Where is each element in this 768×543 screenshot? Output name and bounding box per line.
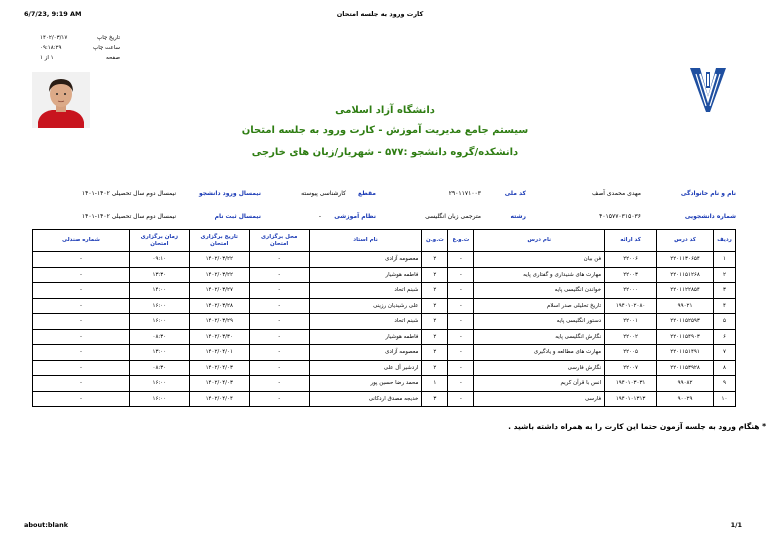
cell-instructor: معصومه آزادی [309, 252, 422, 268]
cell-offering-code: ۲۲۰۰۲ [605, 329, 657, 345]
cell-instructor: فاطمه هوشیار [309, 329, 422, 345]
cell-exam-location: - [249, 252, 309, 268]
print-date-label: تاریخ چاپ [97, 35, 120, 41]
edu-system-value: - [318, 213, 321, 220]
cell-row-number: ۳ [714, 283, 736, 299]
print-date-row [40, 33, 120, 43]
cell-seat-number: - [33, 329, 130, 345]
cell-seat-number: - [33, 298, 130, 314]
cell-course-code: ۹۰۰۲۹ [657, 391, 714, 407]
cell-seat-number: - [33, 345, 130, 361]
cell-offering-code: ۱۹۴۰۱۰۳۰۳۱ [605, 376, 657, 392]
cell-theory-units: ۲ [422, 283, 448, 299]
cell-instructor: شبنم اتحاد [309, 283, 422, 299]
cell-exam-date: ۱۴۰۲/۰۳/۲۲ [189, 267, 249, 283]
faculty-title: دانشکده/گروه دانشجو :۵۷۷ - شهریار/زبان های خارجی [251, 147, 519, 158]
cell-exam-date: ۱۴۰۲/۰۴/۰۱ [189, 345, 249, 361]
cell-exam-date: ۱۴۰۲/۰۴/۰۳ [189, 360, 249, 376]
cell-theory-units: ۲ [422, 267, 448, 283]
reg-semester-label: نیمسال ثبت نام [214, 213, 261, 220]
system-title: سیستم جامع مدیریت آموزش - کارت ورود به جلسه امتحان [241, 125, 529, 136]
cell-exam-date: ۱۴۰۲/۰۳/۳۰ [189, 329, 249, 345]
cell-course-name: انس با قرآن کریم [474, 376, 605, 392]
cell-seat-number: - [33, 267, 130, 283]
cell-course-code: ۲۲۰۱۱۳۰۶۵۴ [657, 252, 714, 268]
col-seat-number: شماره صندلی [33, 230, 130, 252]
col-practical-units: ت.و.ع [448, 230, 474, 252]
cell-seat-number: - [33, 252, 130, 268]
student-info [36, 188, 736, 234]
entry-semester-value: نیمسال دوم سال تحصیلی ۱۴۰۲-۱۴۰۱ [81, 190, 176, 197]
cell-exam-location: - [249, 267, 309, 283]
col-exam-time: زمان برگزاری امتحان [129, 230, 189, 252]
cell-exam-time: ۱۴:۰۰ [129, 283, 189, 299]
major-value: مترجمی زبان انگلیسی [425, 213, 481, 220]
cell-exam-time: ۱۶:۰۰ [129, 376, 189, 392]
cell-exam-location: - [249, 298, 309, 314]
entry-note: * هنگام ورود به جلسه آزمون حتما این کارت را به همراه داشته باشید . [508, 422, 766, 431]
page-headings [150, 102, 620, 164]
cell-seat-number: - [33, 391, 130, 407]
cell-row-number: ۸ [714, 360, 736, 376]
cell-exam-time: ۱۳:۰۰ [129, 345, 189, 361]
cell-exam-date: ۱۴۰۲/۰۳/۲۹ [189, 314, 249, 330]
table-row [33, 314, 736, 330]
cell-practical-units: - [448, 329, 474, 345]
cell-theory-units: ۳ [422, 391, 448, 407]
cell-instructor: شبنم اتحاد [309, 314, 422, 330]
cell-course-code: ۲۲۰۱۱۵۴۹۰۳ [657, 329, 714, 345]
cell-practical-units: - [448, 283, 474, 299]
footer-page-number: 1/1 [730, 521, 742, 529]
cell-course-code: ۲۲۰۱۱۵۱۴۹۱ [657, 345, 714, 361]
cell-exam-time: ۰۸:۳۰ [129, 360, 189, 376]
cell-row-number: ۷ [714, 345, 736, 361]
print-time-label: ساعت چاپ [93, 45, 120, 51]
col-theory-units: ت.و.ن [422, 230, 448, 252]
cell-row-number: ۹ [714, 376, 736, 392]
col-exam-date: تاریخ برگزاری امتحان [189, 230, 249, 252]
page-number-row [40, 53, 120, 63]
university-logo [687, 66, 729, 114]
cell-offering-code: ۱۹۴۰۱۰۱۳۱۳ [605, 391, 657, 407]
table-row [33, 298, 736, 314]
cell-exam-location: - [249, 283, 309, 299]
national-id-label: کد ملی [504, 190, 526, 197]
cell-course-name: نگارش انگلیسی پایه [474, 329, 605, 345]
exam-schedule-table [32, 229, 736, 407]
cell-offering-code: ۲۲۰۰۱ [605, 314, 657, 330]
cell-exam-location: - [249, 314, 309, 330]
table-row [33, 252, 736, 268]
cell-instructor: خدیجه مصدق اردکانی [309, 391, 422, 407]
student-no-label: شماره دانشجویی [684, 213, 736, 220]
print-info [40, 33, 120, 63]
footer-url: about:blank [24, 521, 69, 529]
cell-practical-units: - [448, 298, 474, 314]
cell-practical-units: - [448, 360, 474, 376]
university-title: دانشگاه آزاد اسلامی [335, 105, 435, 116]
cell-row-number: ۲ [714, 267, 736, 283]
cell-exam-date: ۱۴۰۲/۰۳/۲۷ [189, 283, 249, 299]
cell-practical-units: - [448, 345, 474, 361]
col-offering-code: کد ارائه [605, 230, 657, 252]
page-number-label: صفحه [106, 55, 120, 61]
cell-row-number: ۴ [714, 298, 736, 314]
cell-course-name: مهارت های مطالعه و یادگیری [474, 345, 605, 361]
cell-theory-units: ۱ [422, 376, 448, 392]
col-course-code: کد درس [657, 230, 714, 252]
name-value: مهدی محمدی آصف [591, 190, 641, 197]
table-row [33, 267, 736, 283]
table-row [33, 360, 736, 376]
cell-practical-units: - [448, 267, 474, 283]
print-time-row [40, 43, 120, 53]
reg-semester-value: نیمسال دوم سال تحصیلی ۱۴۰۲-۱۴۰۱ [81, 213, 176, 220]
cell-row-number: ۵ [714, 314, 736, 330]
table-row [33, 376, 736, 392]
cell-practical-units: - [448, 252, 474, 268]
cell-exam-location: - [249, 376, 309, 392]
cell-offering-code: ۲۲۰۰۶ [605, 252, 657, 268]
cell-instructor: علی رشیدیان رزینی [309, 298, 422, 314]
level-value: کارشناسی پیوسته [301, 190, 346, 197]
cell-course-code: ۲۲۰۱۱۲۲۸۵۴ [657, 283, 714, 299]
cell-seat-number: - [33, 376, 130, 392]
cell-exam-location: - [249, 391, 309, 407]
col-exam-location: محل برگزاری امتحان [249, 230, 309, 252]
cell-theory-units: ۲ [422, 298, 448, 314]
cell-course-name: تاریخ تحلیلی صدر اسلام [474, 298, 605, 314]
cell-offering-code: ۲۲۰۰۰ [605, 283, 657, 299]
cell-exam-time: ۱۳:۳۰ [129, 267, 189, 283]
cell-exam-date: ۱۴۰۲/۰۴/۰۴ [189, 391, 249, 407]
student-portrait-icon [32, 72, 90, 128]
cell-exam-date: ۱۴۰۲/۰۴/۰۳ [189, 376, 249, 392]
cell-exam-time: ۱۶:۰۰ [129, 314, 189, 330]
col-instructor: نام استاد [309, 230, 422, 252]
cell-exam-date: ۱۴۰۲/۰۳/۲۸ [189, 298, 249, 314]
table-row [33, 329, 736, 345]
cell-offering-code: ۲۲۰۰۷ [605, 360, 657, 376]
print-date-value: ۱۴۰۲/۰۳/۱۷ [40, 35, 68, 41]
cell-exam-date: ۱۴۰۲/۰۳/۲۲ [189, 252, 249, 268]
national-id-value: ۲۹۰۱۱۷۱۰۰۳ [448, 190, 481, 197]
cell-practical-units: - [448, 314, 474, 330]
student-photo [32, 72, 90, 128]
cell-theory-units: ۲ [422, 360, 448, 376]
print-page-title: کارت ورود به جلسه امتحان [336, 10, 424, 18]
cell-instructor: فاطمه هوشیار [309, 267, 422, 283]
cell-practical-units: - [448, 391, 474, 407]
page-number-value: ۱ از ۱ [40, 55, 54, 61]
cell-course-name: مهارت های شنیداری و گفتاری پایه [474, 267, 605, 283]
cell-exam-time: ۱۶:۰۰ [129, 391, 189, 407]
cell-offering-code: ۲۲۰۰۵ [605, 345, 657, 361]
cell-exam-location: - [249, 329, 309, 345]
table-row [33, 283, 736, 299]
cell-exam-time: ۰۹:۱۰ [129, 252, 189, 268]
cell-exam-time: ۱۶:۰۰ [129, 298, 189, 314]
print-datetime: 6/7/23, 9:19 AM [24, 10, 82, 18]
cell-course-name: فارسی [474, 391, 605, 407]
cell-row-number: ۱۰ [714, 391, 736, 407]
cell-instructor: اردشیر آل علی [309, 360, 422, 376]
cell-course-code: ۹۹۰۲۱ [657, 298, 714, 314]
col-row-number: ردیف [714, 230, 736, 252]
print-time-value: ۰۹:۱۸:۲۹ [40, 45, 62, 51]
major-label: رشته [510, 213, 526, 220]
table-body [33, 252, 736, 407]
cell-theory-units: ۲ [422, 329, 448, 345]
cell-seat-number: - [33, 360, 130, 376]
cell-exam-time: ۰۸:۳۰ [129, 329, 189, 345]
level-label: مقطع [358, 190, 376, 197]
cell-theory-units: ۲ [422, 252, 448, 268]
table-row [33, 391, 736, 407]
col-course-name: نام درس [474, 230, 605, 252]
table-row [33, 345, 736, 361]
azad-university-logo-icon [687, 66, 729, 114]
cell-course-code: ۲۲۰۱۱۵۱۲۶۸ [657, 267, 714, 283]
cell-exam-location: - [249, 360, 309, 376]
cell-theory-units: ۲ [422, 345, 448, 361]
cell-instructor: معصومه آزادی [309, 345, 422, 361]
cell-seat-number: - [33, 283, 130, 299]
cell-course-name: دستور انگلیسی پایه [474, 314, 605, 330]
cell-row-number: ۱ [714, 252, 736, 268]
entry-semester-label: نیمسال ورود دانشجو [198, 190, 261, 197]
name-label: نام و نام خانوادگی [680, 190, 736, 197]
cell-exam-location: - [249, 345, 309, 361]
cell-course-code: ۲۲۰۱۱۵۲۵۹۳ [657, 314, 714, 330]
cell-course-name: نگارش فارسی [474, 360, 605, 376]
cell-instructor: محمد رضا حسین پور [309, 376, 422, 392]
cell-theory-units: ۲ [422, 314, 448, 330]
student-info-row-1 [36, 188, 736, 211]
cell-course-code: ۲۲۰۱۱۵۳۹۲۸ [657, 360, 714, 376]
cell-practical-units: - [448, 376, 474, 392]
cell-course-name: خواندن انگلیسی پایه [474, 283, 605, 299]
cell-course-name: فن بیان [474, 252, 605, 268]
edu-system-label: نظام آموزشی [334, 213, 376, 220]
student-no-value: ۴۰۱۵۷۷۰۳۱۵۰۳۶ [599, 213, 641, 220]
cell-course-code: ۹۹۰۸۲ [657, 376, 714, 392]
cell-offering-code: ۱۹۴۰۱۰۲۰۸۰ [605, 298, 657, 314]
table-header-row [33, 230, 736, 252]
cell-offering-code: ۲۲۰۰۳ [605, 267, 657, 283]
cell-seat-number: - [33, 314, 130, 330]
cell-row-number: ۶ [714, 329, 736, 345]
